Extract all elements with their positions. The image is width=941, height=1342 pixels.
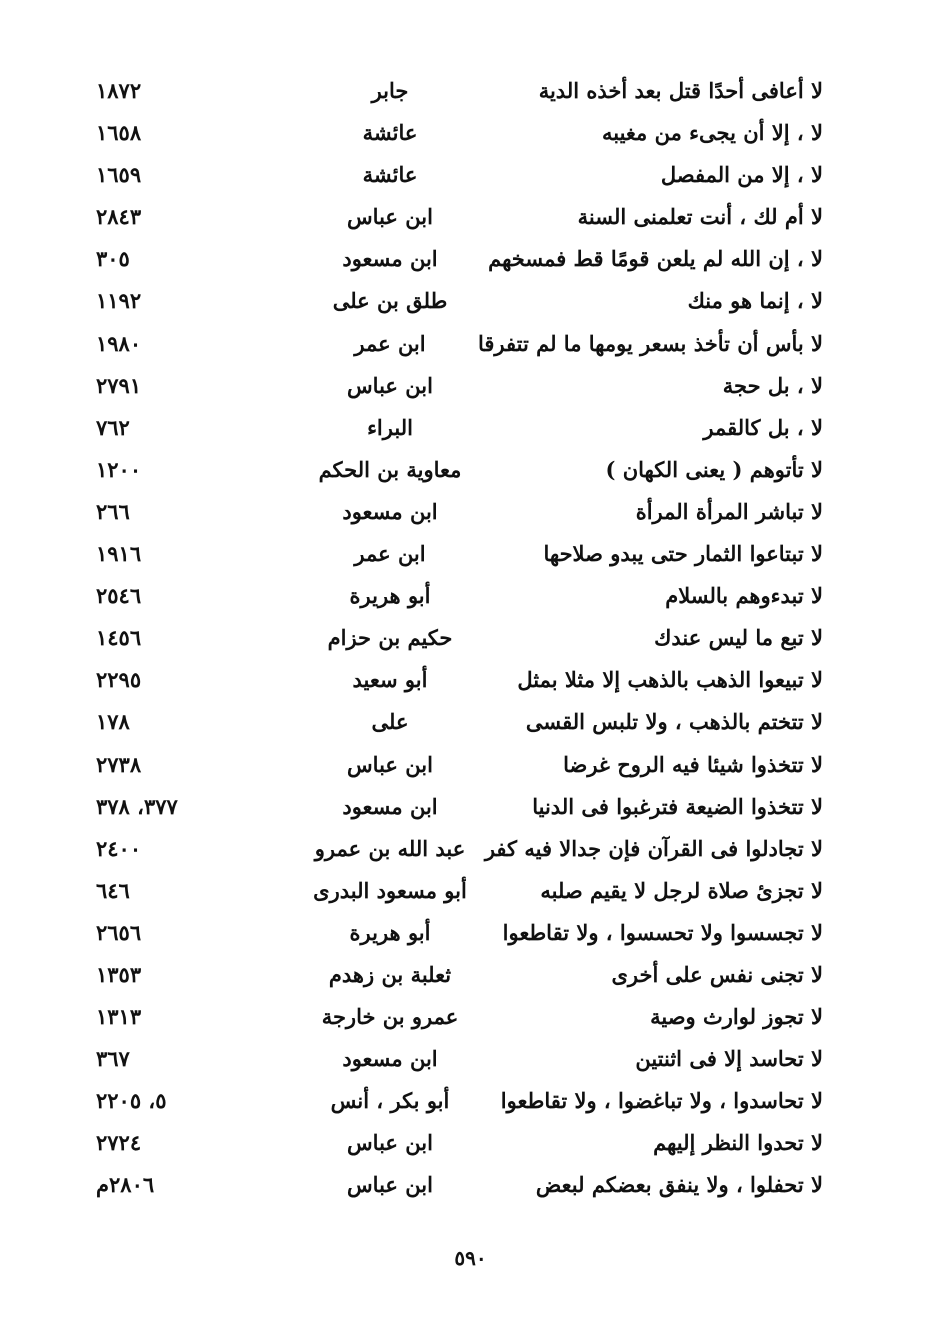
narrator-name: عبد الله بن عمرو [314,835,466,861]
index-row [0,828,941,870]
hadith-text: لا تجزئ صلاة لرجل لا يقيم صلبه [540,877,823,903]
reference-number: ٥، ٢٢٠٥ [96,1088,167,1114]
index-row [0,491,941,533]
narrator-name: عائشة [362,120,418,146]
hadith-text: لا تتخذوا شيئا فيه الروح غرضا [563,751,823,777]
index-row [0,365,941,407]
hadith-text: لا ، بل كالقمر [703,414,823,440]
narrator-name: ابن عمر [354,330,426,356]
hadith-text: لا تباشر المرأة المرأة [635,498,823,524]
hadith-text: لا تبع ما ليس عندك [654,625,823,651]
narrator-name: ابن عمر [354,541,426,567]
narrator-name: جابر [371,78,409,103]
narrator-name: أبو مسعود البدرى [313,877,467,903]
narrator-name: ابن مسعود [342,246,438,272]
narrator-name: ابن مسعود [342,1046,438,1072]
index-row [0,744,941,786]
narrator-name: ابن عباس [347,372,433,398]
index-row [0,280,941,322]
reference-number: ٢٥٤٦ [96,583,142,609]
reference-number: ٢٧٩١ [96,372,142,398]
narrator-name: البراء [367,414,413,440]
index-row [0,449,941,491]
narrator-name: أبو هريرة [349,583,431,609]
index-row [0,112,941,154]
hadith-text: لا ، إلا أن يجىء من مغيبه [601,120,823,146]
index-row [0,1080,941,1122]
narrator-name: طلق بن على [332,288,448,314]
reference-number: ١٣٥٣ [96,961,142,987]
hadith-text: لا تحدوا النظر إليهم [653,1130,823,1156]
narrator-name: ابن عباس [347,751,433,777]
narrator-name: أبو هريرة [349,919,431,945]
narrator-name: ابن مسعود [342,793,438,819]
index-row [0,659,941,701]
reference-number: ٢٢٩٥ [96,667,142,693]
reference-number: ٢٨٠٦م [96,1172,155,1198]
narrator-name: ثعلبة بن زهدم [328,961,452,987]
hadith-text: لا ، إلا من المفصل [660,162,823,188]
index-row [0,533,941,575]
index-row [0,996,941,1038]
reference-number: ٢٦٥٦ [96,919,142,945]
index-row [0,954,941,996]
hadith-text: لا تأتوهم ( يعنى الكهان ) [605,456,823,482]
index-row [0,617,941,659]
index-row [0,1122,941,1164]
reference-number: ١١٩٢ [96,288,142,314]
index-row [0,701,941,743]
hadith-text: لا تحاسد إلا فى اثنتين [635,1046,823,1072]
hadith-text: لا تتخذوا الضيعة فترغبوا فى الدنيا [532,793,823,819]
hadith-text: لا ، بل حجة [722,372,823,398]
hadith-text: لا تبتاعوا الثمار حتى يبدو صلاحها [543,541,823,567]
hadith-text: لا ، إن الله لم يلعن قومًا قط فمسخهم [488,246,823,272]
index-row [0,407,941,449]
narrator-name: أبو بكر ، أنس [330,1088,450,1114]
hadith-text: لا تبدءوهم بالسلام [665,583,823,609]
index-row [0,323,941,365]
reference-number: ١٦٥٨ [96,120,142,146]
narrator-name: ابن عباس [347,1130,433,1156]
hadith-text: لا ، إنما هو منك [687,288,823,314]
reference-number: ٧٦٢ [96,414,130,440]
index-row [0,196,941,238]
index-row [0,238,941,280]
hadith-text: لا تحاسدوا ، ولا تباغضوا ، ولا تقاطعوا [500,1088,823,1114]
reference-number: ١٣١٣ [96,1004,142,1030]
narrator-name: ابن عباس [347,204,433,230]
hadith-index-table [0,70,941,1207]
hadith-text: لا تبيعوا الذهب بالذهب إلا مثلا بمثل [517,667,823,693]
reference-number: ٦٤٦ [96,877,130,903]
index-row [0,870,941,912]
narrator-name: عائشة [362,162,418,188]
hadith-text: لا تجوز لوارث وصية [650,1004,823,1030]
reference-number: ١٩٨٠ [96,330,142,356]
reference-number: ٣٦٧ [96,1046,130,1072]
hadith-text: لا تجنى نفس على أخرى [611,961,823,987]
narrator-name: معاوية بن الحكم [318,456,462,482]
index-row [0,154,941,196]
index-row [0,1164,941,1206]
index-row [0,1038,941,1080]
narrator-name: على [371,709,409,735]
reference-number: ١٤٥٦ [96,625,142,651]
reference-number: ٣٠٥ [96,246,130,272]
reference-number: ٢٧٣٨ [96,751,142,777]
narrator-name: أبو سعيد [352,667,428,693]
reference-number: ١٨٧٢ [96,78,142,103]
hadith-text: لا أم لك ، أنت تعلمنى السنة [577,204,823,230]
hadith-text: لا تتختم بالذهب ، ولا تلبس القسى [525,709,823,735]
hadith-text: لا تحفلوا ، ولا ينفق بعضكم لبعض [535,1172,823,1198]
index-row [0,786,941,828]
reference-number: ١٧٨ [96,709,130,735]
reference-number: ٢٦٦ [96,498,130,524]
narrator-name: عمرو بن خارجة [321,1004,459,1030]
reference-number: ١٢٠٠ [96,456,142,482]
reference-number: ٢٤٠٠ [96,835,142,861]
reference-number: ١٦٥٩ [96,162,142,188]
hadith-text: لا تجادلوا فى القرآن فإن جدالا فيه كفر [484,835,823,861]
reference-number: ٣٧٧، ٣٧٨ [96,793,178,819]
reference-number: ٢٨٤٣ [96,204,142,230]
index-row [0,575,941,617]
reference-number: ١٩١٦ [96,541,142,567]
index-row [0,70,941,112]
page-number: ٥٩٠ [454,1246,487,1270]
narrator-name: حكيم بن حزام [327,625,453,651]
hadith-text: لا بأس أن تأخذ بسعر يومها ما لم تتفرقا [477,330,823,356]
hadith-text: لا تجسسوا ولا تحسسوا ، ولا تقاطعوا [502,919,823,945]
narrator-name: ابن عباس [347,1172,433,1198]
index-row [0,912,941,954]
reference-number: ٢٧٢٤ [96,1130,142,1156]
narrator-name: ابن مسعود [342,498,438,524]
hadith-text: لا أعافى أحدًا قتل بعد أخذه الدية [538,78,823,103]
